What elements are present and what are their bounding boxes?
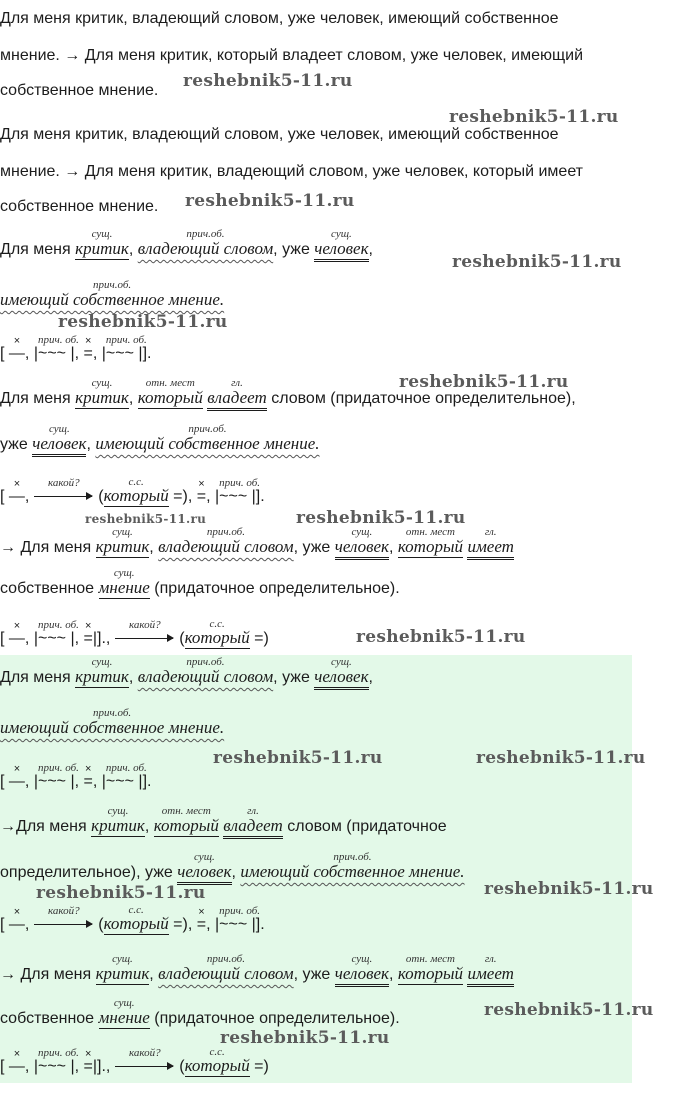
watermark: reshebnik5-11.ru bbox=[484, 1000, 654, 1020]
parsed-sentence-1b bbox=[0, 279, 225, 311]
parsed-sentence-3b: собственное сущ. мнение (придаточное определительное). bbox=[0, 567, 400, 597]
watermark: reshebnik5-11.ru bbox=[484, 879, 654, 899]
paragraph-1-line-3: собственное мнение. bbox=[0, 82, 159, 99]
watermark: reshebnik5-11.ru bbox=[452, 252, 622, 272]
sentence-scheme-3: [ × —, | прич. об. ~~~ |, × =|]., какой? ( с.с. который =) bbox=[0, 618, 269, 647]
watermark: reshebnik5-11.ru bbox=[183, 71, 353, 91]
watermark: reshebnik5-11.ru bbox=[36, 883, 206, 903]
green-sentence-2a: →Для меня сущ. критик, отн. мест который гл. владеет словом (придаточное bbox=[0, 816, 447, 839]
parsed-sentence-1a: Для меня сущ. критик, прич.об. владеющий словом, уже сущ. человек, bbox=[0, 239, 373, 262]
participle-label: прич.об. bbox=[186, 228, 225, 240]
critic-word: сущ. критик bbox=[75, 239, 129, 260]
green-scheme-2: [ × —, какой? ( с.с. который =), × =, | прич. об. ~~~ |]. bbox=[0, 904, 265, 933]
green-scheme-1: [ × —, | прич. об. ~~~ |, × =, | прич. об. ~~~ |]. bbox=[0, 762, 152, 790]
paragraph-1-line-2: мнение. → Для меня критик, который владеет словом, уже человек, имеющий bbox=[0, 47, 584, 64]
watermark: reshebnik5-11.ru bbox=[296, 508, 466, 528]
watermark: reshebnik5-11.ru bbox=[213, 748, 383, 768]
green-sentence-2b: определительное), уже сущ. человек, прич.об. имеющий собственное мнение. bbox=[0, 862, 465, 885]
green-sentence-3a: → Для меня сущ. критик, прич.об. владеющий словом, уже сущ. человек, отн. мест который гл. имеет bbox=[0, 964, 514, 987]
watermark: reshebnik5-11.ru bbox=[399, 372, 569, 392]
green-scheme-3: [ × —, | прич. об. ~~~ |, × =|]., какой? ( с.с. который =) bbox=[0, 1046, 269, 1075]
noun-label: сущ. bbox=[331, 228, 352, 240]
paragraph-2-line-2: мнение. → Для меня критик, владеющий словом, уже человек, который имеет bbox=[0, 163, 584, 180]
person-word: сущ. человек bbox=[314, 239, 368, 262]
noun-label: сущ. bbox=[91, 228, 113, 240]
sentence-scheme-2: [ × —, какой? ( с.с. который =), × =, | прич. об. ~~~ |]. bbox=[0, 476, 265, 505]
watermark: reshebnik5-11.ru bbox=[58, 312, 228, 332]
watermark: reshebnik5-11.ru bbox=[356, 627, 526, 647]
green-sentence-1a: Для меня сущ. критик, прич.об. владеющий словом, уже сущ. человек, bbox=[0, 667, 373, 690]
sentence-scheme-1: [ × —, | прич. об. ~~~ |, × =, | прич. об. ~~~ |]. bbox=[0, 334, 152, 362]
paragraph-1-line-1: Для меня критик, владеющий словом, уже человек, имеющий собственное bbox=[0, 10, 559, 27]
green-sentence-3b: собственное сущ. мнение (придаточное определительное). bbox=[0, 997, 400, 1027]
watermark: reshebnik5-11.ru bbox=[220, 1028, 390, 1048]
watermark: reshebnik5-11.ru bbox=[476, 748, 646, 768]
participial-phrase: прич.об. имеющий собственное мнение. bbox=[0, 279, 225, 309]
watermark: reshebnik5-11.ru bbox=[85, 512, 207, 526]
parsed-sentence-3a: → Для меня сущ. критик, прич.об. владеющий словом, уже сущ. человек, отн. мест который гл. имеет bbox=[0, 537, 514, 560]
paragraph-2-line-3: собственное мнение. bbox=[0, 198, 159, 215]
participial-phrase: прич.об. владеющий словом bbox=[138, 239, 273, 259]
green-sentence-1b: прич.об. имеющий собственное мнение. bbox=[0, 707, 225, 737]
watermark: reshebnik5-11.ru bbox=[449, 107, 619, 127]
for-me-text: Для меня bbox=[0, 241, 71, 258]
watermark: reshebnik5-11.ru bbox=[185, 191, 355, 211]
paragraph-2-line-1: Для меня критик, владеющий словом, уже человек, имеющий собственное bbox=[0, 126, 559, 143]
parsed-sentence-2b: уже сущ. человек, прич.об. имеющий собственное мнение. bbox=[0, 434, 320, 457]
parsed-sentence-2a: Для меня сущ. критик, отн. мест который гл. владеет словом (придаточное определительное), bbox=[0, 388, 576, 411]
